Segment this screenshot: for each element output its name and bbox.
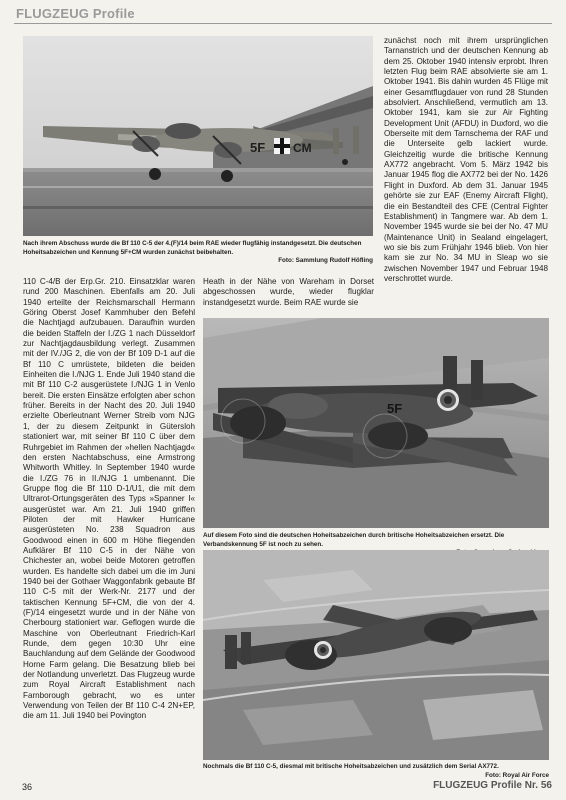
caption-top-credit: Foto: Sammlung Rudolf Höfling: [278, 257, 373, 265]
magazine-title: FLUGZEUG Profile: [16, 6, 135, 21]
body-column-right: zunächst noch mit ihrem ursprünglichen Tarnanstrich und der deutschen Kennung ab dem 25. Oktober 1940 intensiv erprobt. Ihren letzten Flug beim RAE absolvierte sie am 1. Oktober 1941. Bis dahin wurden 45 Flüge mit einer Gesamtflugdauer von rund 28 Stunden absolviert. Anschließend, vermutlich am 13. Oktober 1941, kam sie zur Air Fighting Development Unit (AFDU) in Duxford, wo die Oberseite mit dem Tarnschema der RAF und die Unterseite gelb lackiert wurde. Gleichzeitig wurde die britische Kennung AX772 angebracht. Vom 5. März 1942 bis Januar 1945 flog die AX772 bei der No. 1426 Flight in Duxford. Ab dem 31. Januar 1945 gehörte sie zur EAF (Enemy Aircraft Flight), die ein Bestandteil des CFE (Central Fighter Establishment) in Tangmere war. Ab dem 1. November 1945 wurde sie bei der No. 47 MU (Maintenance Unit) in Sealand eingelagert, wo sie bis zum Frühjahr 1946 blieb. Von hier kam sie zur No. 34 MU in Sleap wo sie zwischen November 1947 und Februar 1948 verschrottet wurde.: [384, 36, 548, 283]
photo-top: [23, 36, 373, 236]
footer-magazine-label: FLUGZEUG Profile Nr. 56: [433, 780, 552, 791]
photo-bottom: [203, 550, 549, 760]
body-column-left: 110 C-4/B der Erp.Gr. 210. Einsatzklar waren rund 200 Maschinen. Ebenfalls am 20. Juli 1940 erteilte der Reichsmarschall Hermann Göring Oberst Josef Kammhuber den Befehl die Nachtjagd aufzubauen. Daraufhin wurden die beiden Staffeln der I./ZG 1 nach Düsseldorf zur Nachtjagdausbildung verlegt. Zusammen mit der IV./JG 2, die von der Bf 109 D-1 auf die Bf 110 C umrüstete, bildeten die beiden Einheiten die I./NJG 1. Ende Juli 1940 stand die mit Bf 110 C-2 ausgerüstete I./NJG 1 in Venlo bereit. Die ersten Einsätze erfolgten aber schon früher. Bereits in der Nacht des 20. Juli 1940 erzielte Oberleutnant Werner Streib vom NJG 1, der zu diesem Zeitpunkt in Gütersloh stationiert war, mit seiner Bf 110 C über dem Ruhrgebiet im Rahmen der »hellen Nachtjagd« den ersten Nachtabschuss, eine Armstrong Whitworth Whitley. In September 1940 wurde die I./ZG 76 in II./NJG 1 umbenannt. Die Gruppe flog die Bf 110 D-1/U1, die mit dem Ultrarot-Ortungsgeräten des Typs »Spanner I« ausgerüstet war. Am 21. Juli 1940 griffen Piloten der mit Hawker Hurricane ausgerüsteten No. 238 Squadron aus Goodwood einen in 600 m Höhe fliegenden Aufklärer Bf 110 C-5 in der Nähe von Chichester an, wobei beide Motoren getroffen wurden. Es handelte sich dabei um die im Juni 1940 bei der Gothaer Waggonfabrik gebaute Bf 110 C-5 mit der Werk-Nr. 2177 und der taktischen Kennung 5F+CM, die von der 4.(F)/14 eingesetzt wurde und in der Nähe von Cherbourg stationiert war. Geflogen wurde die Maschine von Oberleutnant Friedrich-Karl Runde, dem gegen 10:30 Uhr eine Bauchlandung auf dem Gelände der Goodwood Horne Farm gelang. Die Besatzung blieb bei der Notlandung unverletzt. Das Flugzeug wurde zum Royal Aircraft Establishment nach Farnborough gebracht, wo es unter Verwendung von Teilen der Bf 110 C-4 2N+EP, die am 11. Juli 1940 bei Povington: [23, 277, 195, 721]
caption-bottom-credit: Foto: Royal Air Force: [485, 771, 549, 779]
fuselage-code-middle: 5F: [387, 401, 403, 416]
caption-bottom: [203, 763, 549, 780]
caption-middle-text: Auf diesem Foto sind die deutschen Hoheitsabzeichen durch britische Hoheitsabzeichen ersetzt. Die Verbandskennung 5F ist noch zu sehen.: [203, 532, 505, 548]
header-rule: [14, 23, 552, 24]
body-column-middle: Heath in der Nähe von Wareham in Dorset abgeschossen wurde, wieder flugklar instandgesetzt wurde. Beim RAE wurde sie: [203, 277, 374, 307]
caption-bottom-text: Nochmals die Bf 110 C-5, diesmal mit britische Hoheitsabzeichen und zusätzlich dem Serial AX772.: [203, 763, 499, 770]
fuselage-code-top-right: CM: [293, 141, 312, 155]
raf-roundel-icon: [314, 641, 332, 659]
raf-roundel-icon: [437, 389, 459, 411]
caption-top-text: Nach ihrem Abschuss wurde die Bf 110 C-5 der 4.(F)/14 beim RAE wieder flugfähig instandgesetzt. Die deutschen Hoheitsabzeichen und Kennung 5F+CM wurden zunächst beibehalten.: [23, 240, 362, 256]
fuselage-code-top-left: 5F: [250, 140, 266, 155]
page-number: 36: [22, 782, 33, 792]
caption-top: [23, 240, 373, 266]
balkenkreuz-icon: [274, 138, 290, 154]
photo-middle: [203, 318, 549, 528]
